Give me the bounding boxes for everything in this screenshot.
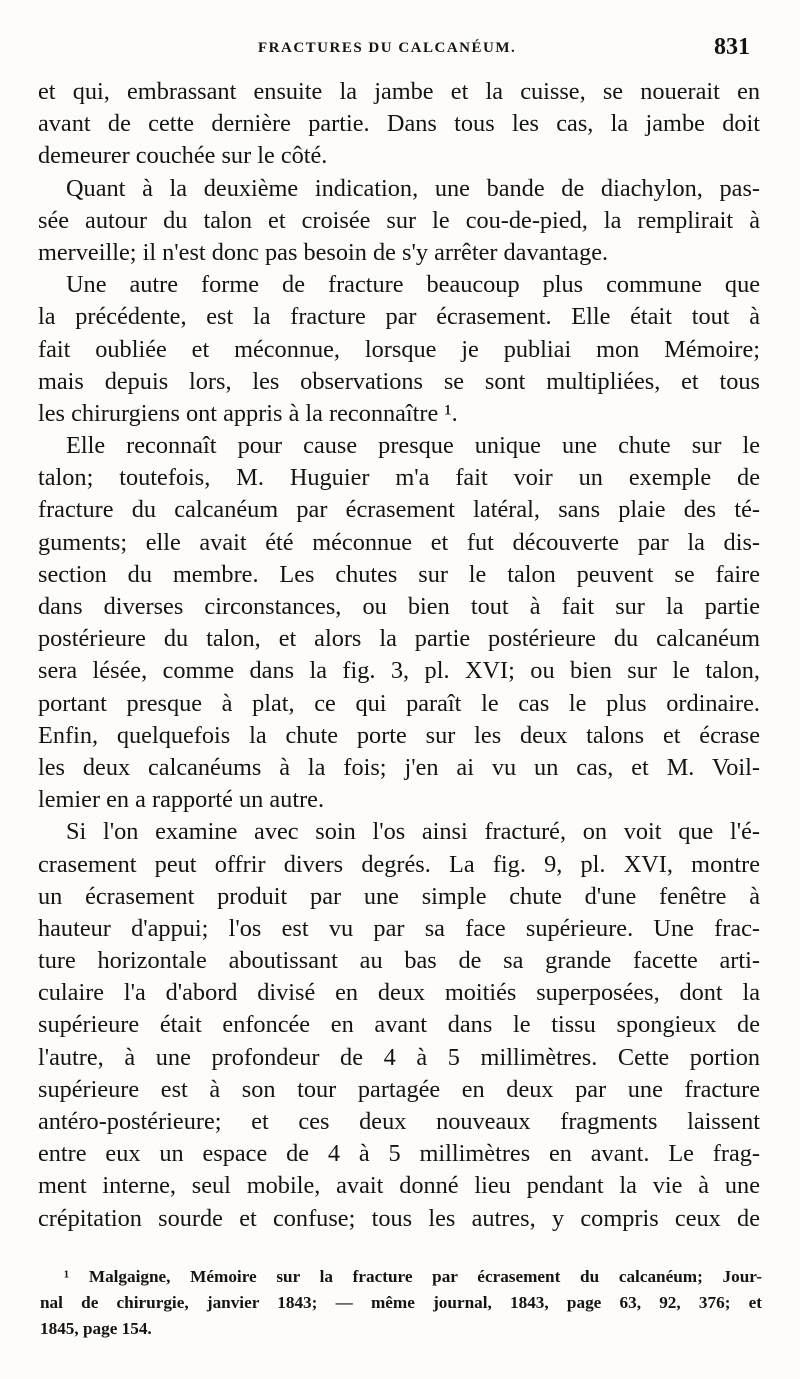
text-line: ment interne, seul mobile, avait donné lieu pendant la vie à une — [38, 1172, 760, 1200]
text-line: l'autre, à une profondeur de 4 à 5 millimètres. Cette portion — [38, 1043, 760, 1071]
text-line: crépitation sourde et confuse; tous les autres, y compris ceux de — [38, 1204, 760, 1232]
text-line: les deux calcanéums à la fois; j'en ai vu un cas, et M. Voil- — [38, 753, 760, 781]
footnote-line: nal de chirurgie, janvier 1843; — même journal, 1843, page 63, 92, 376; et — [40, 1293, 762, 1312]
running-title: FRACTURES DU CALCANÉUM. — [258, 40, 517, 56]
text-line: avant de cette dernière partie. Dans tous les cas, la jambe doit — [38, 110, 760, 138]
page-header — [40, 36, 756, 68]
text-line: Quant à la deuxième indication, une bande de diachylon, pas- — [66, 174, 760, 202]
text-line: talon; toutefois, M. Huguier m'a fait voir un exemple de — [38, 464, 760, 492]
text-line: culaire l'a d'abord divisé en deux moitiés superposées, dont la — [38, 979, 760, 1007]
page-number: 831 — [714, 34, 750, 60]
text-line: supérieure est à son tour partagée en deux par une fracture — [38, 1075, 760, 1103]
text-line: demeurer couchée sur le côté. — [38, 142, 328, 170]
text-line: section du membre. Les chutes sur le talon peuvent se faire — [38, 560, 760, 588]
text-line: portant presque à plat, ce qui paraît le cas le plus ordinaire. — [38, 689, 760, 717]
text-line: crasement peut offrir divers degrés. La fig. 9, pl. XVI, montre — [38, 850, 760, 878]
text-line: Si l'on examine avec soin l'os ainsi fracturé, on voit que l'é- — [66, 818, 760, 846]
text-line: Une autre forme de fracture beaucoup plus commune que — [66, 271, 760, 299]
text-line: mais depuis lors, les observations se sont multipliées, et tous — [38, 367, 760, 395]
text-line: les chirurgiens ont appris à la reconnaître ¹. — [38, 399, 458, 427]
text-line: la précédente, est la fracture par écrasement. Elle était tout à — [38, 303, 760, 331]
footnote-line: ¹ Malgaigne, Mémoire sur la fracture par écrasement du calcanéum; Jour- — [64, 1267, 762, 1286]
text-line: et qui, embrassant ensuite la jambe et la cuisse, se nouerait en — [38, 78, 760, 105]
text-line: sée autour du talon et croisée sur le cou-de-pied, la remplirait à — [38, 206, 760, 234]
text-line: fracture du calcanéum par écrasement latéral, sans plaie des té- — [38, 496, 760, 524]
text-line: antéro-postérieure; et ces deux nouveaux fragments laissent — [38, 1108, 760, 1135]
text-line: postérieure du talon, et alors la partie postérieure du calcanéum — [38, 625, 760, 653]
text-line: sera lésée, comme dans la fig. 3, pl. XVI; ou bien sur le talon, — [38, 657, 760, 685]
text-line: lemier en a rapporté un autre. — [38, 786, 325, 814]
text-line: Elle reconnaît pour cause presque unique une chute sur le — [66, 432, 760, 460]
text-line: merveille; il n'est donc pas besoin de s'y arrêter davantage. — [38, 238, 609, 266]
text-line: guments; elle avait été méconnue et fut découverte par la dis- — [38, 528, 760, 556]
text-line: supérieure était enfoncée en avant dans le tissu spongieux de — [38, 1011, 760, 1039]
text-line: hauteur d'appui; l'os est vu par sa face supérieure. Une frac- — [38, 914, 760, 942]
text-line: fait oubliée et méconnue, lorsque je publiai mon Mémoire; — [38, 335, 760, 363]
footnotes — [40, 1264, 762, 1342]
footnote-line: 1845, page 154. — [40, 1319, 152, 1338]
text-line: un écrasement produit par une simple chute d'une fenêtre à — [38, 882, 760, 910]
text-line: dans diverses circonstances, ou bien tout à fait sur la partie — [38, 593, 760, 620]
text-line: ture horizontale aboutissant au bas de sa grande facette arti- — [38, 947, 760, 975]
text-line: Enfin, quelquefois la chute porte sur les deux talons et écrase — [38, 721, 760, 749]
text-line: entre eux un espace de 4 à 5 millimètres en avant. Le frag- — [38, 1140, 760, 1168]
body-text — [38, 76, 760, 1235]
